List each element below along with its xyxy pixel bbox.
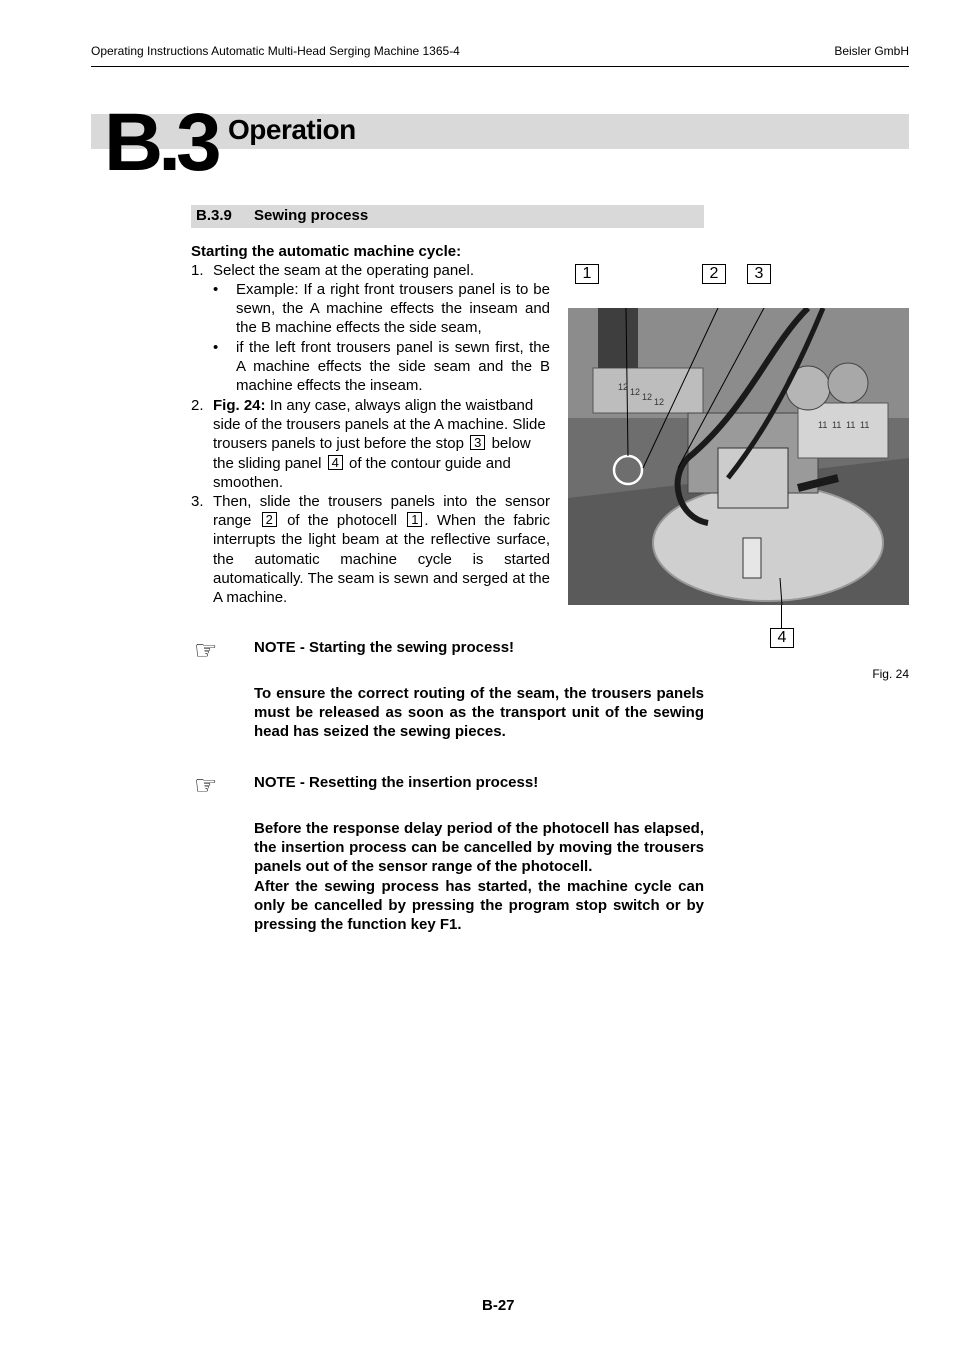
scale-mark: 12 (642, 392, 653, 402)
ref-box-stop: 3 (470, 435, 485, 450)
callout-4-leader (781, 605, 782, 628)
figure-caption: Fig. 24 (872, 667, 909, 681)
pointing-hand-icon: ☞ (194, 770, 218, 800)
machine-photo (568, 308, 909, 605)
cycle-heading: Starting the automatic machine cycle: (191, 243, 462, 260)
scale-mark: 12 (618, 382, 629, 392)
note-2-body-2: After the sewing process has started, the machine cycle can only be cancelled by pressing the program stop switch or by pressing the function key F1. (254, 878, 704, 934)
bullet-1: Example: If a right front trousers panel is to be sewn, the A machine effects the inseam and the B machine effects the side seam, (236, 281, 550, 337)
bullet-dot: • (213, 339, 219, 356)
scale-mark: 12 (630, 387, 641, 397)
header-rule (91, 66, 909, 67)
step-2: Fig. 24: In any case, always align the waistband side of the trousers panels at the A machine. Slide trousers panels to just before the stop 3 below the sliding panel 4 of the contour guide and smoothen. (213, 397, 546, 491)
note-1-title: NOTE - Starting the sewing process! (254, 639, 515, 656)
callout-4: 4 (770, 628, 794, 648)
step-number-1: 1. (191, 262, 204, 279)
callout-1: 1 (575, 264, 599, 284)
figure-reference: Fig. 24: (213, 397, 266, 414)
callout-2: 2 (702, 264, 726, 284)
gauge-mark: 11 (818, 420, 828, 430)
section-number: B.3 (104, 97, 217, 188)
bullet-2: if the left front trousers panel is sewn first, the A machine effects the side seam and the B machine effects the inseam. (236, 339, 550, 395)
running-header: Operating Instructions Automatic Multi-Head Serging Machine 1365-4 (91, 44, 460, 58)
ref-box-photocell: 1 (407, 512, 422, 527)
callout-3: 3 (747, 264, 771, 284)
bullet-dot: • (213, 281, 219, 298)
pointing-hand-icon: ☞ (194, 635, 218, 665)
page-number: B-27 (482, 1297, 515, 1314)
note-1-body: To ensure the correct routing of the seam, the trousers panels must be released as soon as the transport unit of the sewing head has seized the sewing pieces. (254, 685, 704, 741)
subsection-number: B.3.9 (196, 207, 232, 224)
section-title: Operation (228, 114, 356, 145)
step-number-3: 3. (191, 493, 204, 510)
step-number-2: 2. (191, 397, 204, 414)
gauge-mark: 11 (860, 420, 870, 430)
step-1: Select the seam at the operating panel. (213, 262, 475, 279)
company-name: Beisler GmbH (834, 44, 909, 58)
ref-box-sensor-range: 2 (262, 512, 277, 527)
subsection-title: Sewing process (254, 207, 369, 224)
note-2-title: NOTE - Resetting the insertion process! (254, 774, 539, 791)
scale-mark: 12 (654, 397, 665, 407)
gauge-mark: 11 (832, 420, 842, 430)
note-2-body-1: Before the response delay period of the photocell has elapsed, the insertion process can be cancelled by moving the trousers panels out of the sensor range of the photocell. (254, 820, 704, 876)
step-3: Then, slide the trousers panels into the sensor range 2 of the photocell 1 . When the fabric interrupts the light beam at the reflective surface, the automatic machine cycle is started automatically. The seam is sewn and serged at the A machine. (213, 493, 550, 607)
gauge-mark: 11 (846, 420, 856, 430)
ref-box-sliding-panel: 4 (328, 455, 343, 470)
